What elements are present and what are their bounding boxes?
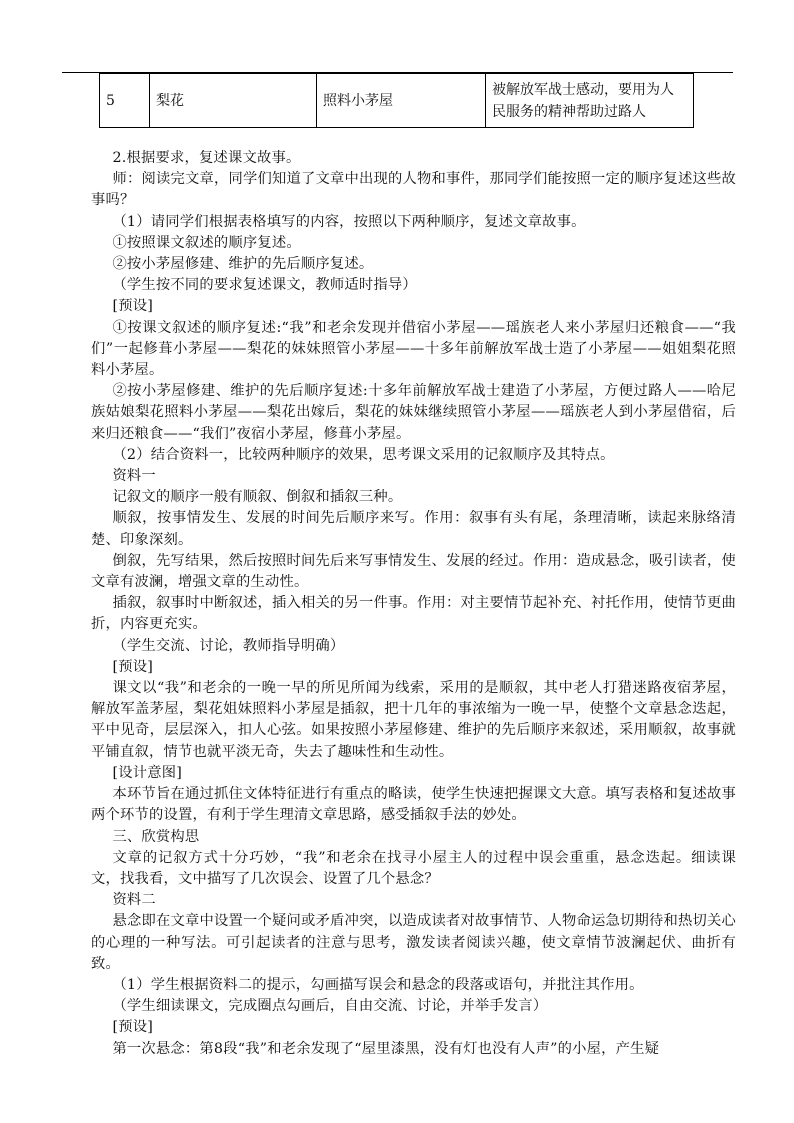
paragraph-preset-label-2: [预设]	[112, 658, 153, 675]
paragraph-student-reading: （学生细读课文，完成圈点勾画后，自由交流、讨论，并举手发言）	[112, 998, 548, 1015]
paragraph-suspense-definition: 悬念即在文章中设置一个疑问或矛盾冲突，以造成读者对故事情节、人物命运急切期待和热切关心的心理的一种写法。可引起读者的注意与思考，激发读者阅读兴趣，使文章情节波澜起伏、曲折有致。	[91, 913, 736, 972]
section-heading-appreciate: 三、欣赏构思	[112, 828, 200, 845]
paragraph-retell-heading: 2.根据要求，复述课文故事。	[112, 150, 301, 166]
table-row	[100, 74, 694, 128]
paragraph-interpolation: 插叙，叙事时中断叙述，插入相关的另一件事。作用：对主要情节起补充、衬托作用，使情节更曲折，内容更充实。	[91, 595, 736, 633]
table-cell-reason: 被解放军战士感动，要用为人民服务的精神帮助过路人	[486, 74, 694, 128]
paragraph-design-intent: 本环节旨在通过抓住文体特征进行有重点的略读，使学生快速把握课文大意。填写表格和复述故事两个环节的设置，有利于学生理清文章思路，感受插叙手法的妙处。	[91, 786, 736, 824]
paragraph-preset-order-build: ②按小茅屋修建、维护的先后顺序复述:十多年前解放军战士建造了小茅屋，方便过路人——哈尼族姑娘梨花照料小茅屋——梨花出嫁后，梨花的妹妹继续照管小茅屋——瑶族老人到小茅屋借宿，后来归还粮食——“我们”夜宿小茅屋，修葺小茅屋。	[91, 383, 736, 442]
paragraph-narrative-orders: 记叙文的顺序一般有顺叙、倒叙和插叙三种。	[112, 489, 403, 506]
paragraph-order-build: ②按小茅屋修建、维护的先后顺序复述。	[112, 256, 374, 273]
paragraph-flashback: 倒叙，先写结果，然后按照时间先后来写事情发生、发展的经过。作用：造成悬念，吸引读者，使文章有波澜，增强文章的生动性。	[91, 552, 736, 591]
paragraph-task-3: （1）学生根据资料二的提示，勾画描写误会和悬念的段落或语句，并批注其作用。	[112, 976, 644, 993]
paragraph-student-note: （学生按不同的要求复述课文，教师适时指导）	[112, 277, 417, 294]
document-body	[91, 148, 736, 1060]
paragraph-preset-label-3: [预设]	[112, 1019, 153, 1036]
paragraph-task-1: （1）请同学们根据表格填写的内容，按照以下两种顺序，复述文章故事。	[112, 213, 586, 230]
character-table	[99, 73, 694, 128]
paragraph-design-intent-label: [设计意图]	[112, 764, 182, 781]
paragraph-order-text: ①按照课文叙述的顺序复述。	[112, 234, 301, 251]
paragraph-task-2: （2）结合资料一，比较两种顺序的效果，思考课文采用的记叙顺序及其特点。	[112, 446, 615, 463]
table-cell-event: 照料小茅屋	[317, 74, 486, 128]
table-cell-number: 5	[100, 74, 150, 128]
paragraph-student-discussion: （学生交流、讨论，教师指导明确）	[112, 637, 345, 654]
paragraph-teacher-prompt: 师：阅读完文章，同学们知道了文章中出现的人物和事件，那同学们能按照一定的顺序复述这些故事吗？	[91, 171, 736, 209]
paragraph-structure-intro: 文章的记叙方式十分巧妙，“我”和老余在找寻小屋主人的过程中误会重重，悬念迭起。细读课文，找我看，文中描写了几次误会、设置了几个悬念？	[91, 849, 736, 887]
paragraph-chronological: 顺叙，按事情发生、发展的时间先后顺序来写。作用：叙事有头有尾，条理清晰，读起来脉络清楚、印象深刻。	[91, 510, 736, 548]
paragraph-preset-analysis: 课文以“我”和老余的一晚一早的所见所闻为线索，采用的是顺叙，其中老人打猎迷路夜宿茅屋，解放军盖茅屋，梨花姐妹照料小茅屋是插叙，把十几年的事浓缩为一晚一早，使整个文章悬念迭起，平中见奇，层层深入，扣人心弦。如果按照小茅屋修建、维护的先后顺序来叙述，采用顺叙，故事就平铺直叙，情节也就平淡无奇，失去了趣味性和生动性。	[91, 680, 736, 760]
paragraph-first-suspense: 第一次悬念：第8段“我”和老余发现了“屋里漆黑，没有灯也没有人声”的小屋，产生疑	[112, 1040, 660, 1057]
paragraph-material-2-title: 资料二	[112, 892, 156, 909]
paragraph-preset-order-text: ①按课文叙述的顺序复述:“我”和老余发现并借宿小茅屋——瑶族老人来小茅屋归还粮食——“我们”一起修葺小茅屋——梨花的妹妹照管小茅屋——十多年前解放军战士造了小茅屋——姐姐梨花照料小茅屋。	[91, 319, 736, 379]
table-cell-character: 梨花	[150, 74, 317, 128]
paragraph-material-1-title: 资料一	[112, 468, 156, 485]
paragraph-preset-label: [预设]	[112, 298, 153, 315]
